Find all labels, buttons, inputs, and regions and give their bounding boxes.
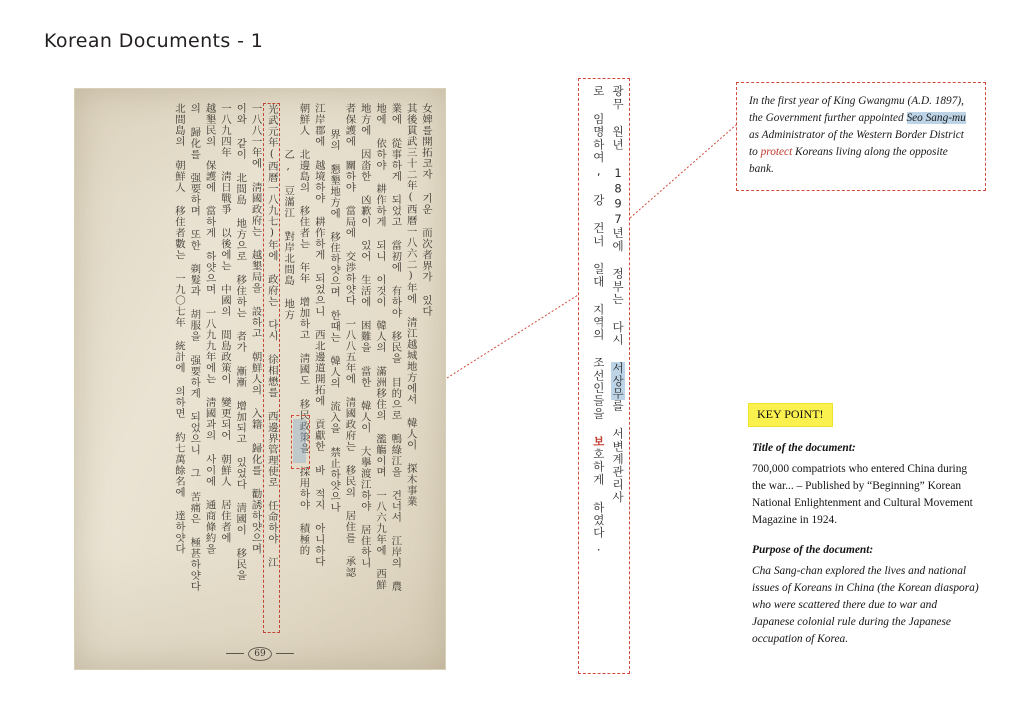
key-point-title-text: 700,000 compatriots who entered China during the war... – Published by “Beginning” Korean National Enlightenment and Cultural Movement Magazine in 1924. [752,462,973,526]
scanned-page-image [74,88,446,670]
callout-name-highlight: Seo Sang-mu [906,111,966,124]
key-point-purpose-heading: Purpose of the document: [752,544,874,557]
scan-column: 의 歸化를 强要하며 또한 剃髮과 胡服을 强要하게 되었으니 그 苦痛은 極甚하얏다 [188,103,201,592]
callout-text-before: In the first year of King Gwangmu (A.D. 1897), the Government further appointed [749,95,964,124]
korean-transcription-block [578,78,630,674]
scan-page-number-footer [75,647,445,661]
translation-callout [736,82,986,191]
connector-scan-to-korean [447,295,578,378]
scan-column: 一八九四年 淸日戰爭 以後에는 中國의 間島政策이 變更되어 朝鮮人 居住者에 [218,103,231,544]
callout-protect-highlight: protect [760,145,793,158]
scan-column: 地方에 因畓한 凶歉이 있어 生活에 困難을 當한 韓人이 大擧渡江하야 居住하니 [358,103,371,569]
korean-protect-highlight: 보 [591,435,606,448]
scan-column: 北間島의 朝鮮人 移住者數는 一九〇七年 統計에 의하면 約七萬餘名에 達하얏다 [173,103,185,555]
footer-dash-right [276,653,294,654]
page-title: Korean Documents - 1 [44,30,264,52]
scan-column: 이와 같이 北間島 地方으로 移住하는 者가 漸漸 增加되고 있었다 淸國이 移民을 [234,103,247,581]
korean-name-highlight: 서상무 [611,361,625,400]
scan-column: 地에 依하야 耕作하게 되니 이것이 韓人의 滿洲移住의 濫觴이며 一八六九年에 西鮮 [374,103,387,591]
callout-text-end: Koreans living along the opposite bank. [749,145,948,175]
scan-column: 越墾民의 保護에 當하게 하얏으며 一八九九年에는 淸國과의 사이에 通商條約을 [203,103,216,555]
key-point-purpose-text: Cha Sang-chan explored the lives and national issues of Koreans in China (the Korean diaspora) who were scattered there due to war and Japanese colonial rule during the Japanese occupation of Korea. [752,565,979,645]
key-point-body [752,440,982,662]
scan-text-columns [87,103,433,633]
scan-column: 業에 從事하게 되었고 當初에 有하야 移民을 目的으로 鴨綠江을 건너서 江岸의 農 [389,103,402,592]
key-point-title-heading: Title of the document: [752,442,856,454]
footer-dash-left [226,653,244,654]
scan-column: 女婢를開拓코자 기운 而次者界가 있다 [420,103,432,317]
korean-transcription-columns [579,79,629,673]
scan-column: 乙, 豆滿江 對岸北間島 地方 [282,149,295,321]
page-number: 69 [248,647,271,661]
scan-column: 者保護에 關하야 當局에 交渉하얏다 一八八五年에 清國政府는 移民의 居住를 承認 [343,103,356,578]
connector-korean-to-callout [630,125,736,218]
key-point-badge: KEY POINT! [748,403,833,427]
scan-column: 界의 懇墾地方에 移住하얏으며 한때는 韓人의 流入을 禁止하얏으나 [328,129,341,513]
korean-transcription-line-2: 로 임명하여, 강 건너 일대 지역의 조선인들을 보호하게 하였다. [591,85,606,555]
scan-column: 其後貫武三十二年(西曆一八六二)年에 清江越城地方에서 韓人이 探木事業 [404,103,417,507]
callout-text-middle: as Administrator of the Western Border District to [749,128,964,158]
korean-transcription-line-1: 광무 원년 1897년에 정부는 다시 서상무를 서변계관리사 [611,85,625,504]
scan-column: 朝鮮人 北邊島의 移住者는 年年 增加하고 淸國도 移民政策을 採用하야 積極的 [297,103,310,556]
scan-column: 一八八一年에 淸國政府는 越墾局을 設하고 朝鮮人의 入籍 歸化를 勸誘하얏으며 [249,103,262,555]
scan-column-highlighted: 光武元年(西曆一八九七)年에 政府는 다시 徐相懋를 西邊界管理使로 任命하야 江 [263,103,280,633]
scan-column: 江岸郡에 越境하야 耕作하게 되었으니 西北邊道開拓에 貢獻한 바 적지 아니하다 [312,103,325,567]
